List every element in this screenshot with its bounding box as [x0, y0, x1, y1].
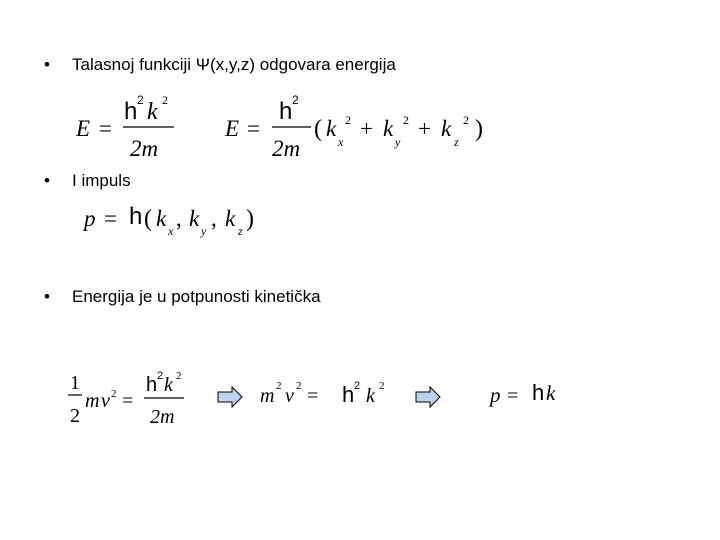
eq-k: k: [164, 374, 173, 396]
eq-equals: =: [122, 390, 134, 412]
energy-equations: [70, 90, 500, 170]
eq-plus: +: [360, 116, 373, 141]
eq-sub-y: y: [201, 224, 207, 238]
eq-comma: ,: [176, 206, 182, 231]
eq-equals: =: [99, 116, 112, 141]
right-arrow-icon: [218, 387, 242, 407]
eq-sup: 2: [379, 380, 385, 392]
bullet-marker: •: [44, 287, 50, 306]
eq-denominator: 2m: [150, 406, 175, 428]
bullet-marker: •: [44, 55, 50, 74]
eq-paren-right: ): [475, 116, 483, 142]
eq-paren-left: (: [144, 206, 152, 232]
eq-hbar: h: [129, 203, 143, 230]
eq-comma: ,: [211, 206, 217, 231]
bullet-text: Energija je u potpunosti kinetička: [72, 287, 321, 306]
eq-symbol-E: E: [76, 116, 91, 141]
eq-m: m: [85, 390, 100, 412]
eq-paren-right: ): [246, 206, 254, 232]
eq-sup: 2: [296, 380, 302, 392]
eq-kx: k: [156, 206, 167, 231]
eq-sup: 2: [354, 380, 361, 392]
eq-paren-left: (: [314, 116, 322, 142]
eq-sup: 2: [176, 370, 182, 382]
eq-k: k: [366, 385, 375, 407]
eq-k: k: [147, 99, 158, 125]
kinetic-energy-equation: [68, 370, 184, 428]
eq-symbol-E: E: [225, 116, 240, 141]
eq-sub-z: z: [454, 135, 459, 149]
eq-symbol-p: p: [84, 206, 96, 231]
eq-denominator: 2m: [272, 136, 301, 161]
eq-sup: 2: [463, 113, 469, 127]
eq-plus: +: [418, 116, 431, 141]
eq-equals: =: [104, 206, 117, 231]
bullet-text: Talasnoj funkciji Ψ(x,y,z) odgovara energija: [72, 55, 396, 74]
right-arrow-icon: [416, 387, 440, 407]
bullet-text: I impuls: [72, 171, 131, 190]
eq-equals: =: [507, 385, 519, 407]
eq-v: v: [101, 390, 110, 412]
eq-hbar: h: [532, 380, 545, 405]
eq-sup: 2: [111, 388, 117, 400]
eq-ky: k: [383, 116, 394, 141]
eq-hbar: h: [342, 382, 355, 407]
eq-kx: k: [326, 116, 337, 141]
eq-sub-x: x: [338, 135, 344, 149]
eq-hbar: h: [279, 98, 293, 125]
eq-kz: k: [225, 206, 236, 231]
eq-equals: =: [307, 385, 319, 407]
energy-equation-1: [75, 93, 174, 161]
eq-sup: 2: [403, 113, 409, 127]
eq-equals: =: [247, 116, 260, 141]
eq-hbar: h: [146, 374, 158, 396]
eq-hbar: h: [124, 98, 138, 125]
eq-sub-z: z: [238, 224, 243, 238]
eq-sub-y: y: [395, 135, 401, 149]
eq-sub-x: x: [168, 224, 174, 238]
momentum-equation: [80, 198, 280, 243]
eq-denominator: 2m: [130, 136, 159, 161]
eq-sup: 2: [292, 93, 299, 107]
eq-sup: 2: [157, 370, 164, 382]
momentum-result-equation: [488, 380, 556, 407]
bullet-marker: •: [44, 171, 50, 190]
eq-k: k: [546, 381, 556, 405]
eq-m: m: [260, 385, 275, 407]
eq-sup: 2: [345, 113, 351, 127]
eq-ky: k: [189, 206, 200, 231]
kinetic-derivation: [60, 365, 580, 435]
momentum-squared-equation: [260, 380, 385, 407]
eq-one: 1: [70, 372, 80, 394]
eq-kz: k: [441, 116, 452, 141]
eq-sup: 2: [162, 93, 168, 107]
eq-v: v: [285, 385, 294, 407]
energy-equation-2: [224, 93, 483, 161]
eq-symbol-p: p: [490, 383, 501, 407]
eq-two: 2: [70, 405, 80, 427]
eq-sup: 2: [137, 93, 144, 107]
eq-sup: 2: [276, 380, 282, 392]
